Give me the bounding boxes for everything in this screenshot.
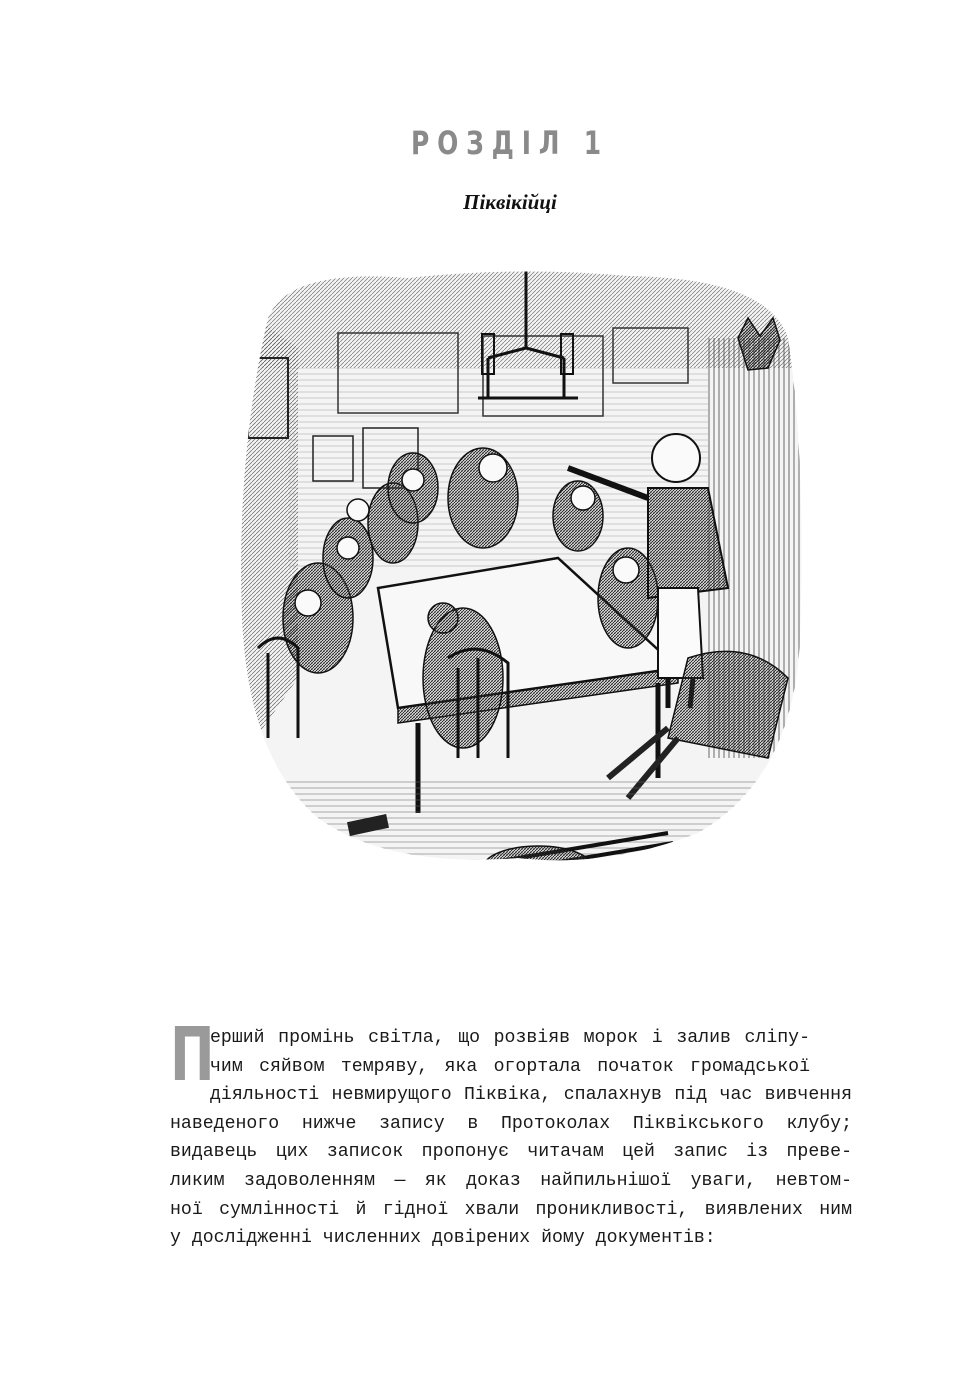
engraving-scene	[228, 258, 810, 938]
paragraph-line: ної сумлінності й гідної хвали проникливості, виявлених ним	[170, 1199, 852, 1220]
paragraph-line: ерший промінь світла, що розвіяв морок і залив сліпу-	[210, 1028, 810, 1048]
body-paragraph	[170, 1012, 852, 1253]
paragraph-line: чим сяйвом темряву, яка огортала початок громадської	[210, 1056, 810, 1077]
paragraph-line: діяльності невмирущого Піквіка, спалахнув під час вивчення	[210, 1085, 852, 1106]
paragraph-line: ликим задоволенням — як доказ найпильнішої уваги, невтом-	[170, 1170, 852, 1191]
chapter-illustration	[228, 258, 810, 938]
paragraph-line: у дослідженні численних довірених йому документів:	[170, 1228, 716, 1249]
paragraph-line: видавець цих записок пропонує читачам цей запис із преве-	[170, 1142, 852, 1163]
chapter-subtitle: Піквікійці	[463, 190, 557, 214]
paragraph-line: наведеного нижче запису в Протоколах Піквікського клубу;	[170, 1113, 852, 1134]
chapter-heading: РОЗДІЛ 1	[411, 124, 609, 162]
drop-cap: П	[170, 1012, 215, 1098]
